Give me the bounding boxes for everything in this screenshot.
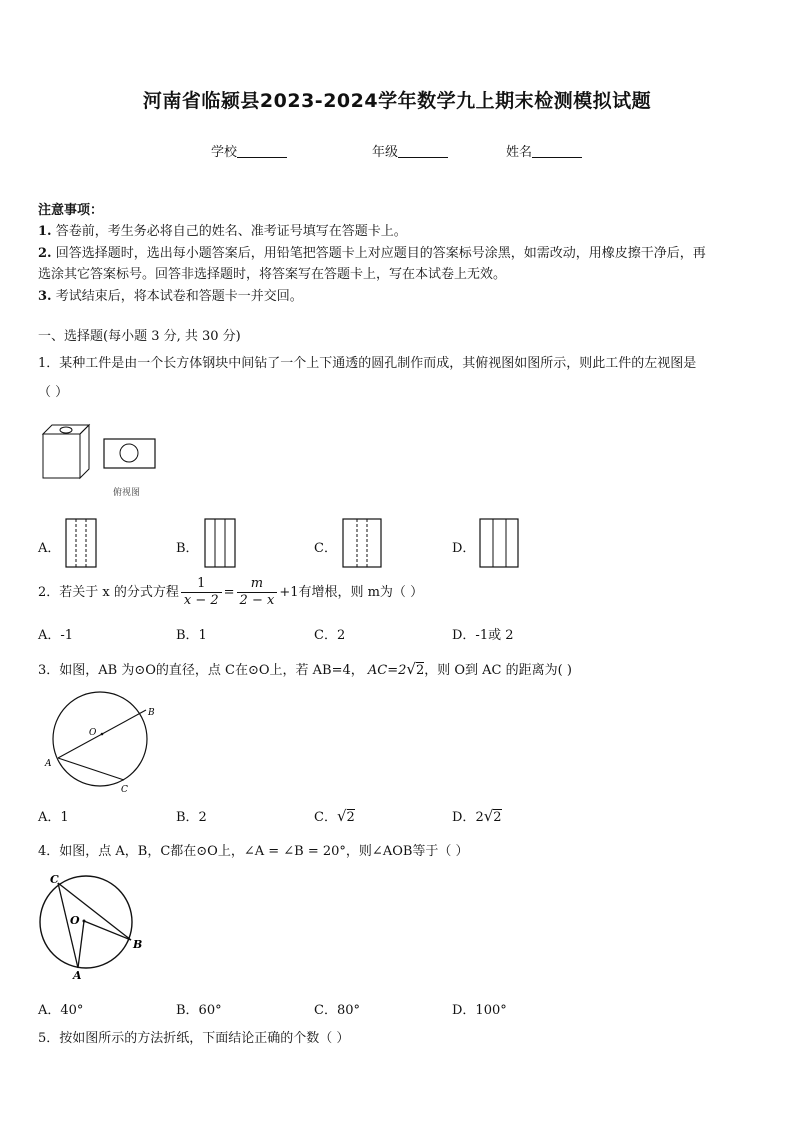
q2-stem [38,576,423,609]
q1-text: 1．某种工件是由一个长方体钢块中间钻了一个上下通透的圆孔制作而成，其俯视图如图所示，则此工件的左视图是 [38,356,697,371]
q3-option-c [314,806,355,825]
q4-option-b: B．60° [176,1003,222,1018]
q4-option-c: C．80° [314,1003,360,1018]
q3-option-c-radicand: 2 [346,810,355,825]
grade-field [372,141,448,160]
page-title: 河南省临颍县2023-2024学年数学九上期末检测模拟试题 [142,90,652,112]
q2-fraction-1 [181,576,222,609]
q1-top-view-figure [103,438,157,470]
q3-option-c-sqrt: √ [336,807,347,825]
note-2-text-b: 选涂其它答案标号。回答非选择题时，将答案写在答题卡上，写在本试卷上无效。 [38,267,507,282]
note-1-text: 答卷前，考生务必将自己的姓名、准考证号填写在答题卡上。 [55,224,407,239]
grade-blank [398,144,448,158]
q3-circle-figure [44,688,164,794]
q3-option-d-sqrt: √ [483,807,494,825]
q3-pre: 3．如图，AB 为⊙O的直径，点 C在⊙O上，若 AB=4， [38,663,364,678]
q3-label-o: O [89,728,97,738]
grade-label: 年级 [372,145,399,160]
name-label: 姓名 [506,145,533,160]
q4-circle-figure [36,870,148,980]
q2-frac1-den: x − 2 [183,593,219,608]
note-3 [38,286,303,307]
q3-option-d [452,806,502,825]
q2-option-c: C．2 [314,628,346,643]
school-field [211,141,287,160]
q3-option-d-label: D． [452,810,476,825]
q4-label-o: O [70,914,80,927]
q4-label-a: A [73,969,82,982]
q2-option-b: B．1 [176,628,207,643]
q3-label-c: C [121,785,128,795]
q1-option-d: D． [452,541,476,556]
q3-option-a: A．1 [38,810,69,825]
q4-option-d: D．100° [452,1003,507,1018]
note-2 [38,243,762,264]
q1-option-c: C． [314,541,337,556]
q5-text: 5．按如图所示的方法折纸，下面结论正确的个数（ ） [38,1031,350,1046]
q3-post: ，则 O到 AC 的距离为( ) [424,663,572,678]
school-label: 学校 [211,145,238,160]
q3-radicand: 2 [415,663,425,678]
q3-label-a: A [45,759,52,769]
q4-label-c: C [50,873,59,886]
q2-fraction-2 [237,576,278,609]
q3-option-d-coef: 2 [475,810,484,825]
q1-option-b-figure [204,518,238,570]
q4-label-b: B [133,938,143,951]
q1-option-a: A． [38,541,61,556]
school-blank [237,144,287,158]
q3-label-b: B [148,708,155,718]
q2-frac2-den: 2 − x [239,593,275,608]
q3-option-c-label: C． [314,810,337,825]
q3-option-d-radicand: 2 [493,810,502,825]
q3-ac-expr: AC=2 [367,663,407,678]
q1-option-c-figure [342,518,384,570]
q2-frac1-num: 1 [181,576,222,593]
note-3-num: 3. [38,289,52,304]
note-3-text: 考试结束后，将本试卷和答题卡一并交回。 [55,289,303,304]
q3-option-b: B．2 [176,810,207,825]
q2-option-a: A．-1 [38,628,74,643]
q3-sqrt-sign: √ [406,660,416,678]
q3-stem [38,659,572,681]
q1-option-a-figure [65,518,99,570]
note-2-text-a: 回答选择题时，选出每小题答案后，用铅笔把答题卡上对应题目的答案标号涂黑，如需改动，用橡皮擦干净后，再 [55,246,706,261]
q1-option-b: B． [176,541,199,556]
q1-top-view-caption: 俯视图 [113,488,141,498]
notes-heading: 注意事项： [38,203,104,218]
q4-option-a: A．40° [38,1003,84,1018]
q2-frac2-num: m [237,576,278,593]
q1-option-d-figure [479,518,521,570]
note-1-num: 1. [38,224,52,239]
section-heading: 一、选择题(每小题 3 分, 共 30 分) [38,329,241,344]
q2-post: +1有增根，则 m为（ ） [279,585,424,600]
name-field [506,141,582,160]
q2-pre: 2．若关于 x 的分式方程 [38,585,179,600]
note-1 [38,221,407,242]
note-2-num: 2. [38,246,52,261]
q2-equals: = [223,585,235,600]
name-blank [532,144,582,158]
q4-text: 4．如图，点 A，B，C都在⊙O上，∠A = ∠B = 20°，则∠AOB等于（ ） [38,844,469,859]
q1-cuboid-figure [40,422,92,482]
q2-option-d: D．-1或 2 [452,628,514,643]
q1-paren: （ ） [38,385,69,400]
